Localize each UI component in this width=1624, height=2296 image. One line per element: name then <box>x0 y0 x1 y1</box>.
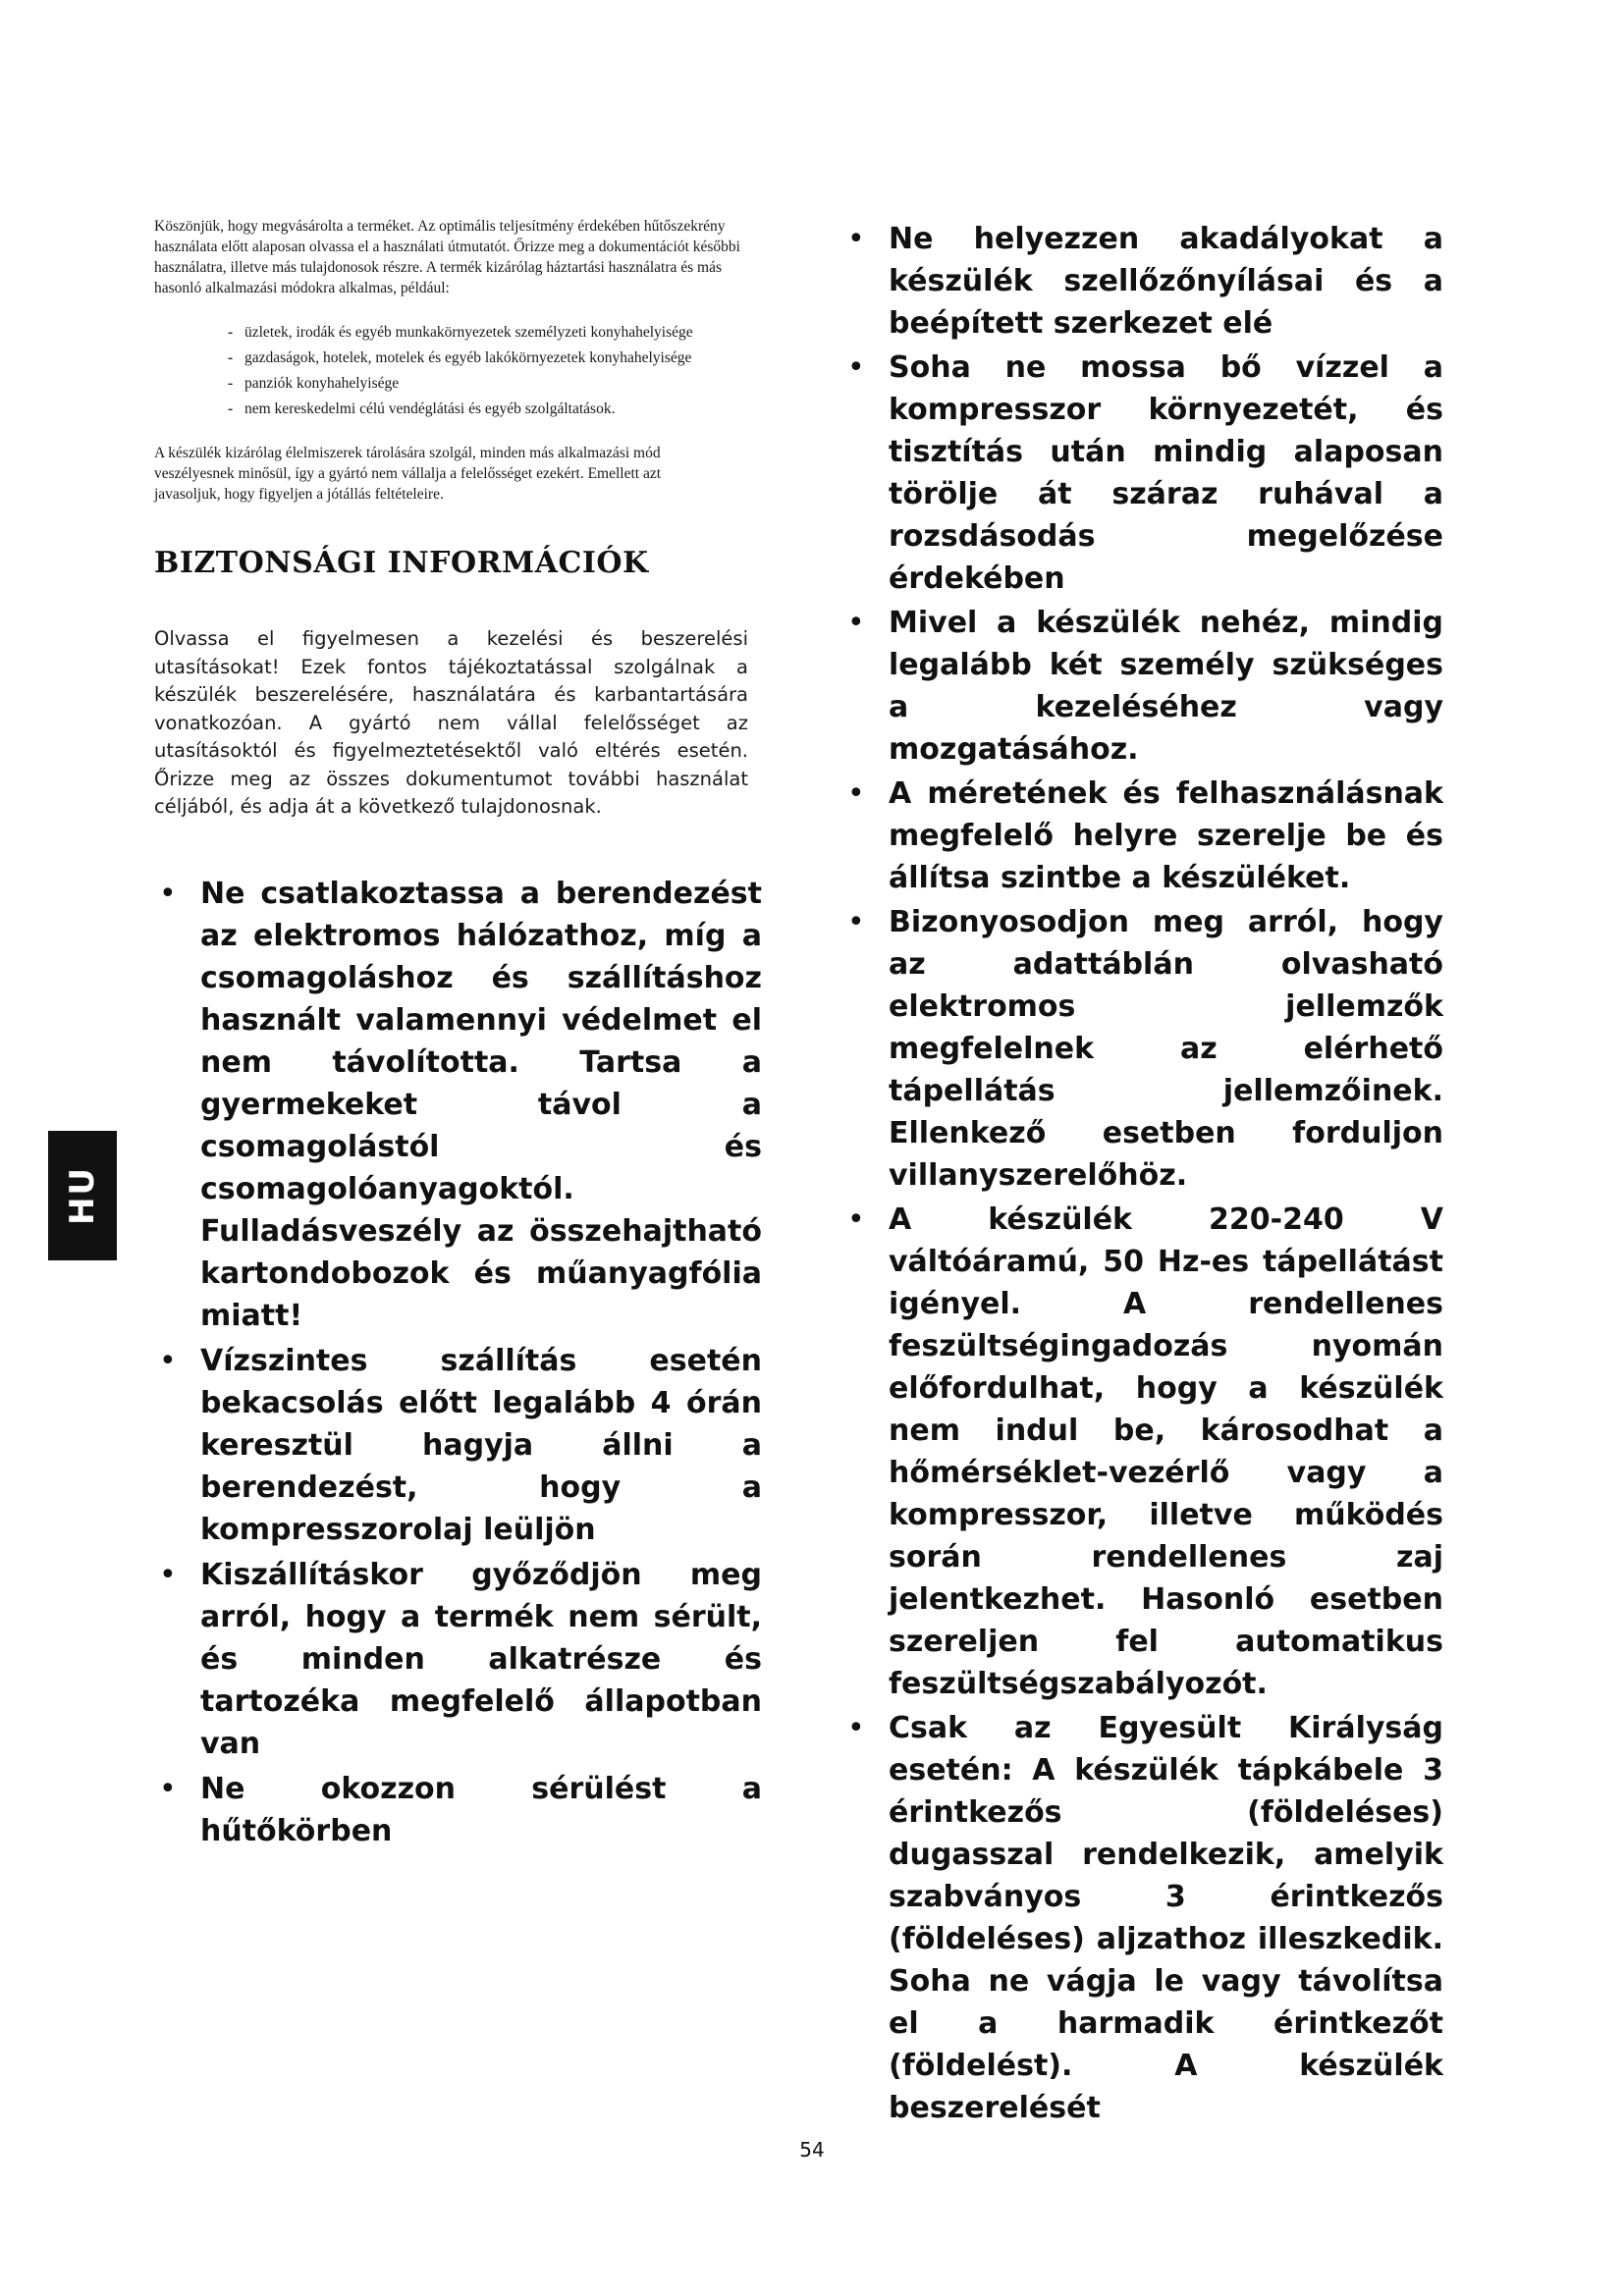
right-column <box>837 218 1445 2131</box>
safety-heading: BIZTONSÁGI INFORMÁCIÓK <box>154 546 649 580</box>
warning-item: • Ne okozzon sérülést a hűtőkörben <box>200 1768 762 1852</box>
warning-item: • Vízszintes szállítás esetén bekacsolás előtt legalább 4 órán keresztül hagyja állni a berendezést, hogy a kompresszorolaj leüljön <box>200 1340 762 1551</box>
language-tab-label: HU <box>62 1165 102 1226</box>
usage-item: - üzletek, irodák és egyéb munkakörnyezetek személyzeti konyhahelyisége <box>235 322 745 343</box>
usage-item: - gazdaságok, hotelek, motelek és egyéb lakókörnyezetek konyhahelyisége <box>235 347 745 368</box>
right-warning-list <box>889 218 1443 2129</box>
left-column <box>154 216 763 1855</box>
warning-item: • A készülék 220-240 V váltóáramú, 50 Hz-es tápellátást igényel. A rendellenes feszültségingadozás nyomán előfordulhat, hogy a készülék nem indul be, károsodhat a hőmérséklet-vezérlő vagy a kompresszor, illetve működés során rendellenes zaj jelentkezhet. Hasonló esetben szereljen fel automatikus feszültségszabályozót. <box>889 1199 1443 1705</box>
usage-list <box>235 322 745 419</box>
warning-item: • Bizonyosodjon meg arról, hogy az adattáblán olvasható elektromos jellemzők megfelelnek az elérhető tápellátás jellemzőinek. Ellenkező esetben forduljon villanyszerelőhöz. <box>889 901 1443 1197</box>
page-number: 54 <box>799 2138 825 2162</box>
intro-paragraph: Köszönjük, hogy megvásárolta a terméket. Az optimális teljesítmény érdekében hűtőszekrény használata előtt alaposan olvassa el a használati útmutatót. Őrizze meg a dokumentációt későbbi használatra, illetve más tulajdonosok részre. A termék kizárólag háztartási használatra és más hasonló alkalmazási módokra alkalmas, például: <box>154 218 740 296</box>
left-warning-list <box>200 873 762 1852</box>
language-tab <box>48 1131 117 1260</box>
warning-item: • A méretének és felhasználásnak megfelelő helyre szerelje be és állítsa szintbe a készüléket. <box>889 773 1443 899</box>
warning-item: • Csak az Egyesült Királyság esetén: A készülék tápkábele 3 érintkezős (földeléses) dugasszal rendelkezik, amelyik szabványos 3 érintkezős (földeléses) aljzathoz illeszkedik. Soha ne vágja le vagy távolítsa el a harmadik érintkezőt (földelést). A készülék beszerelését <box>889 1707 1443 2129</box>
warning-item: • Kiszállításkor győződjön meg arról, hogy a termék nem sérült, és minden alkatrésze és tartozéka megfelelő állapotban van <box>200 1554 762 1765</box>
warning-item: • Ne csatlakoztassa a berendezést az elektromos hálózathoz, míg a csomagoláshoz és szállításhoz használt valamennyi védelmet el nem távolította. Tartsa a gyermekeket távol a csomagolástól és csomagolóanyagoktól. Fulladásveszély az összehajtható kartondobozok és műanyagfólia miatt! <box>200 873 762 1337</box>
usage-item: - nem kereskedelmi célú vendéglátási és egyéb szolgáltatások. <box>235 399 745 419</box>
usage-item: - panziók konyhahelyisége <box>235 373 745 394</box>
safety-intro-paragraph: Olvassa el figyelmesen a kezelési és beszerelési utasításokat! Ezek fontos tájékoztatással szolgálnak a készülék beszerelésére, használatára és karbantartására vonatkozóan. A gyártó nem vállal felelősséget az utasításoktól és figyelmeztetésektől való eltérés esetén. Őrizze meg az összes dokumentumot további használat céljából, és adja át a következő tulajdonosnak. <box>154 627 748 818</box>
warning-item: • Ne helyezzen akadályokat a készülék szellőzőnyílásai és a beépített szerkezet elé <box>889 218 1443 345</box>
warning-item: • Soha ne mossa bő vízzel a kompresszor környezetét, és tisztítás után mindig alaposan törölje át száraz ruhával a rozsdásodás megelőzése érdekében <box>889 347 1443 600</box>
warning-item: • Mivel a készülék nehéz, mindig legalább két személy szükséges a kezeléséhez vagy mozgatásához. <box>889 602 1443 771</box>
warranty-paragraph: A készülék kizárólag élelmiszerek tárolására szolgál, minden más alkalmazási mód veszélyesnek minősül, így a gyártó nem vállalja a felelősséget ezekért. Emellett azt javasoljuk, hogy figyeljen a jótállás feltételeire. <box>154 445 662 503</box>
